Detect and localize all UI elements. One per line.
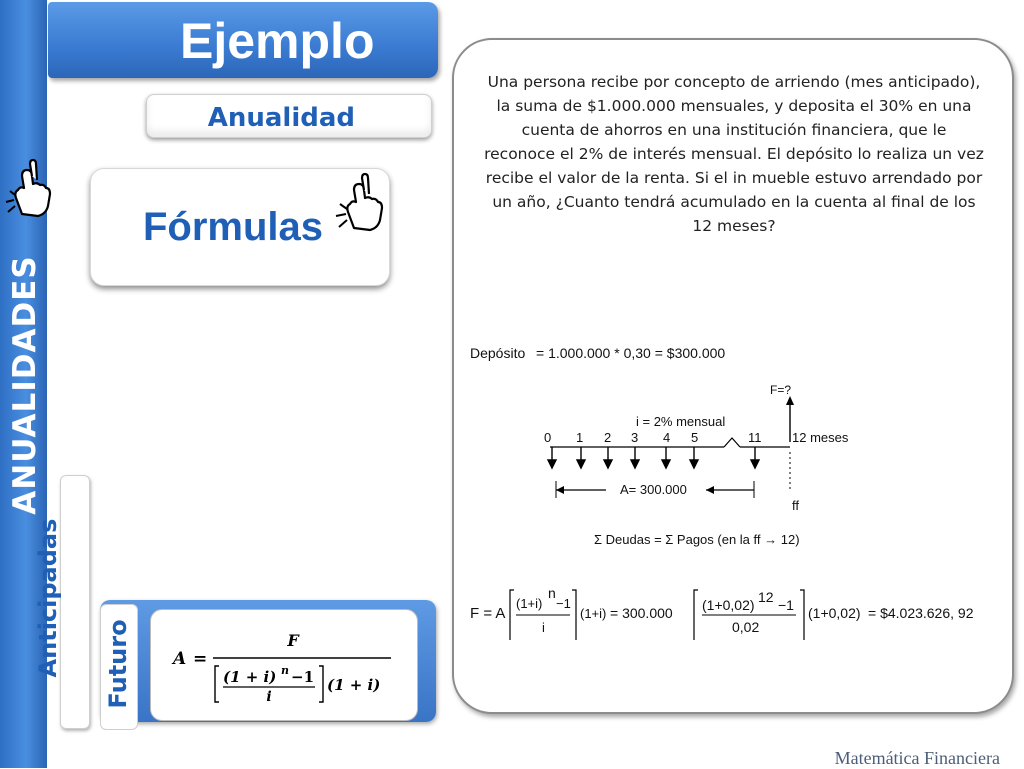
pointing-hand-icon	[2, 158, 54, 220]
section-button[interactable]	[146, 94, 432, 138]
f2-factor: (1+0,02)	[808, 605, 861, 621]
annuity-formula	[151, 610, 417, 720]
formula-card	[150, 609, 418, 721]
f2-exponent: 12	[758, 589, 774, 605]
formula-equals: =	[193, 649, 208, 669]
f-result: = $4.023.626, 92	[868, 605, 974, 621]
title-banner	[48, 2, 438, 78]
f2-denominator: 0,02	[732, 619, 760, 635]
annuity-label: A= 300.000	[620, 482, 687, 497]
formula-numerator: F	[287, 631, 299, 650]
section-label: Anualidad	[207, 103, 355, 133]
solution-diagram	[460, 330, 1005, 640]
f2-minus-one: −1	[778, 597, 794, 613]
deposit-label: Depósito	[470, 345, 526, 361]
arrow-icon	[786, 396, 794, 405]
pointing-hand-icon	[330, 170, 386, 234]
timeline-label: 5	[691, 430, 699, 445]
f-exponent: n	[548, 585, 556, 601]
formula-factor: (1 + i)	[327, 676, 381, 694]
deposit-equation: = 1.000.000 * 0,30 = $300.000	[536, 345, 726, 361]
formula-exponent: n	[281, 664, 289, 677]
formula-inner-denominator: i	[266, 689, 272, 705]
f-denominator: i	[542, 620, 545, 635]
rate-label: i = 2% mensual	[636, 414, 726, 429]
timeline-last-period: 12 meses	[792, 430, 849, 445]
formulas-label: Fórmulas	[143, 205, 324, 249]
formula-inner-numerator: (1 + i)	[223, 668, 277, 686]
f-minus-one: −1	[556, 596, 571, 611]
footer-text: Matemática Financiera	[834, 748, 1000, 768]
tab-futuro-label: Futuro	[104, 619, 132, 709]
ff-label: ff	[792, 498, 799, 513]
f-equals-value: = 300.000	[610, 605, 673, 621]
f-lhs: F = A	[470, 605, 506, 622]
future-value-label: F=?	[770, 383, 792, 397]
formula-minus-one: −1	[291, 668, 315, 686]
f2-numerator: (1+0,02)	[702, 597, 755, 613]
timeline-label: 0	[544, 430, 552, 445]
timeline-label: 1	[576, 430, 584, 445]
timeline-label: 11	[748, 430, 762, 445]
timeline-label: 2	[604, 430, 612, 445]
problem-statement: Una persona recibe por concepto de arriendo (mes anticipado), la suma de $1.000.000 mensuales, y deposita el 30% en una cuenta de ahorros en una institución financiera, que le reconoce el 2% de interés mensual. El depósito lo realiza un vez recibe el valor de la renta. Si el in mueble estuvo arrendado por un año, ¿Cuanto tendrá acumulado en la cuenta al final de los 12 meses?	[484, 73, 984, 235]
f-numerator: (1+i)	[516, 596, 543, 611]
tab-anticipadas-label: Anticipadas	[34, 518, 62, 678]
f-factor: (1+i)	[580, 606, 607, 621]
balance-equation: Σ Deudas = Σ Pagos (en la ff → 12)	[594, 532, 800, 547]
page-title: Ejemplo	[180, 13, 375, 69]
sidebar-title: ANUALIDADES	[7, 255, 43, 515]
formula-lhs: A	[173, 649, 187, 669]
timeline-label: 3	[631, 430, 639, 445]
timeline-label: 4	[663, 430, 671, 445]
